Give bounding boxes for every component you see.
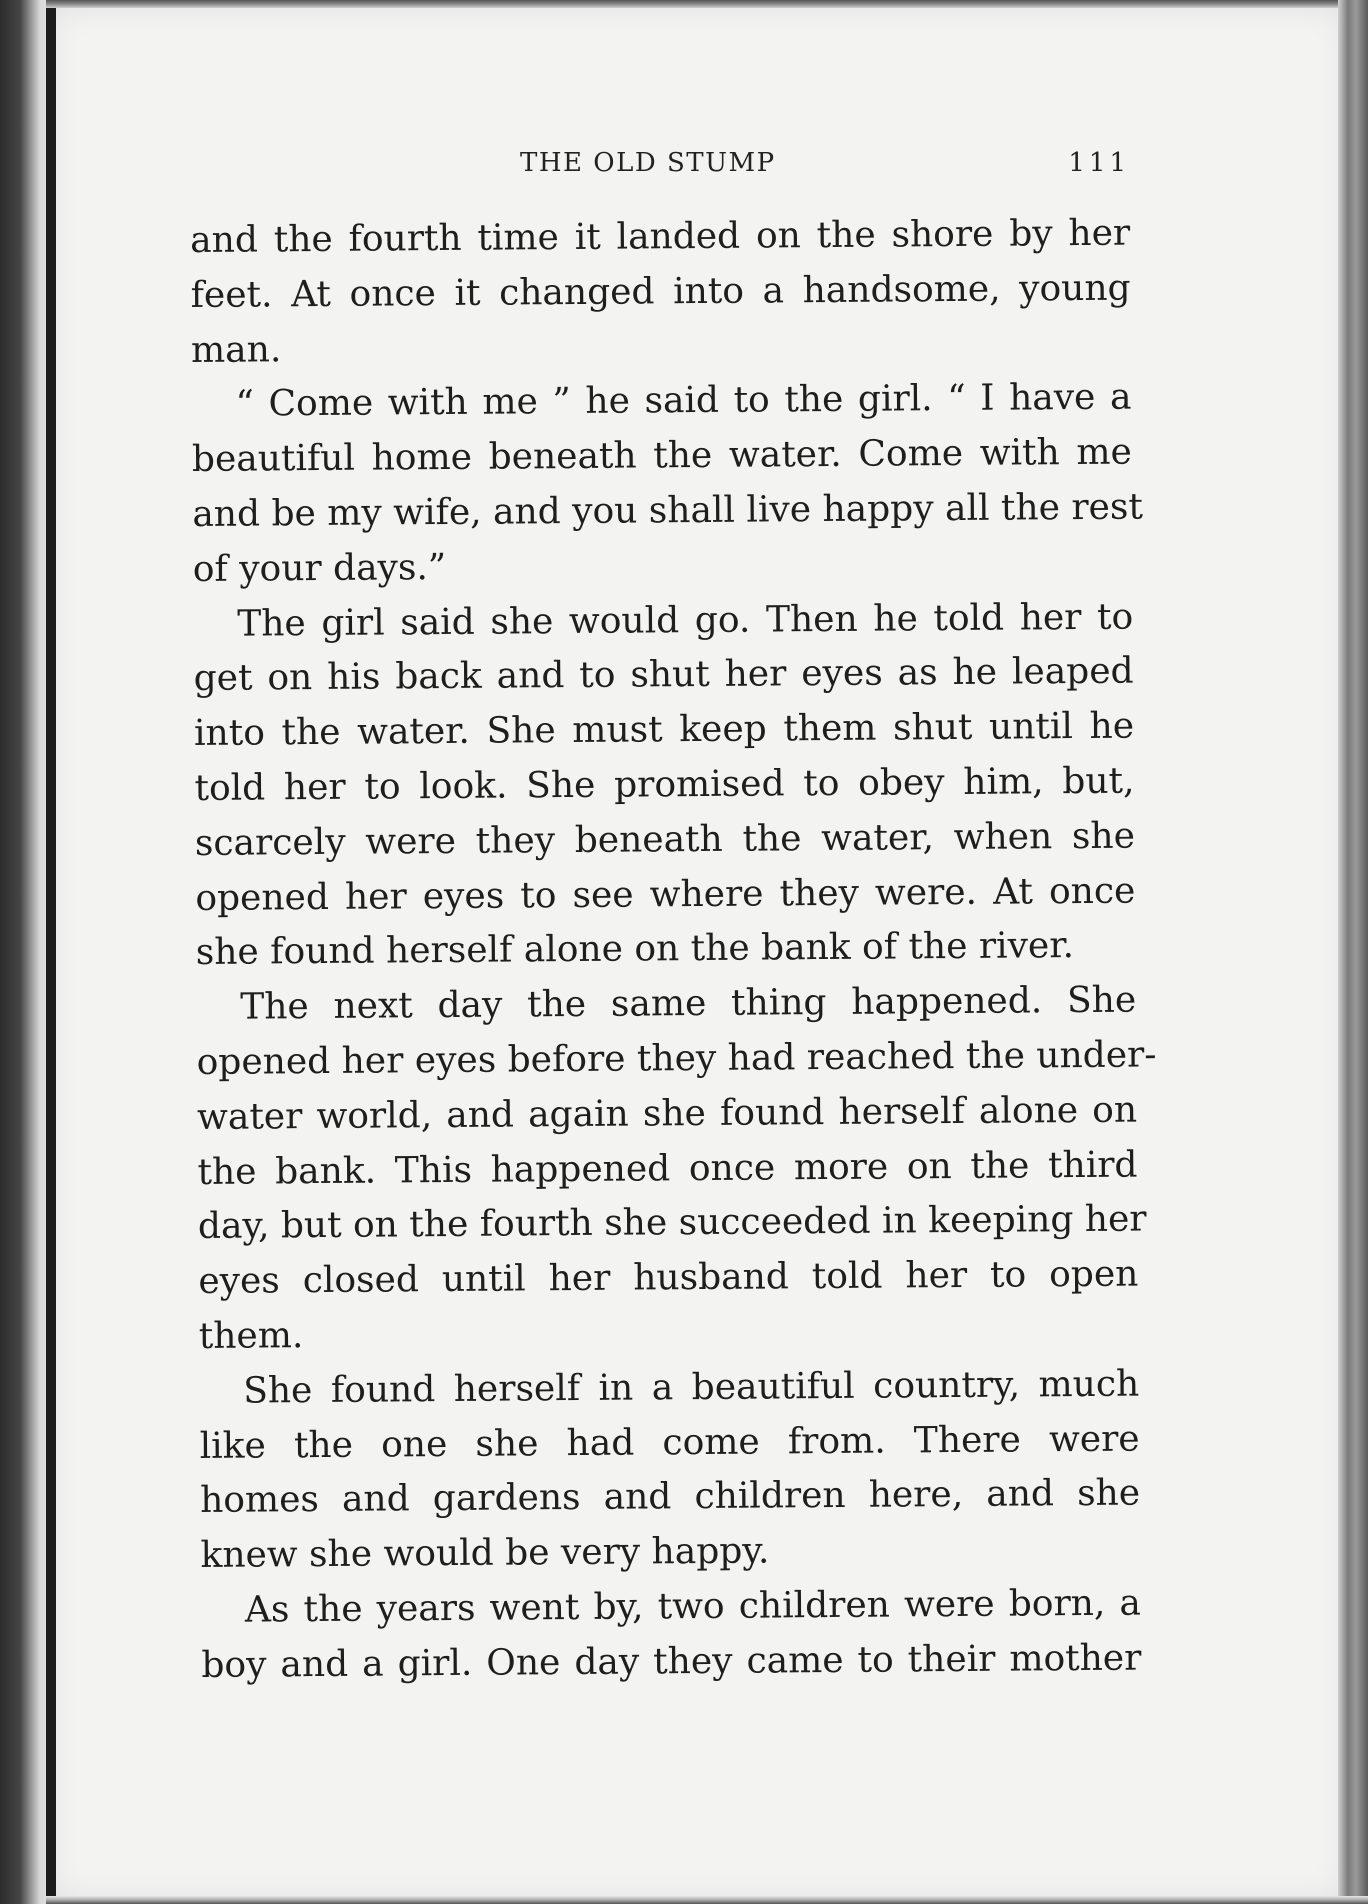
text-line: get on his back and to shut her eyes as he leaped	[193, 650, 1134, 700]
text-line: knew she would be very happy.	[200, 1530, 770, 1577]
text-line: into the water. She must keep them shut until he	[193, 705, 1135, 755]
text-line: boy and a girl. One day they came to their mother	[201, 1637, 1142, 1686]
text-line: opened her eyes to see where they were. At once	[195, 870, 1136, 919]
text-line: and the fourth time it landed on the shore by her	[190, 212, 1131, 261]
page-right-edge	[1338, 0, 1368, 1904]
text-line: like the one she had come from. There were	[199, 1418, 1140, 1467]
text-line: them.	[198, 1315, 304, 1357]
running-head	[190, 148, 1130, 188]
text-line: day, but on the fourth she succeeded in keeping her	[197, 1198, 1147, 1248]
text-line: As the years went by, two children were born, a	[244, 1582, 1142, 1631]
text-line: opened her eyes before they had reached the under-	[196, 1034, 1157, 1083]
text-line: scarcely were they beneath the water, when she	[194, 815, 1136, 864]
text-line: beautiful home beneath the water. Come with me	[191, 431, 1133, 481]
text-line: of your days.”	[192, 546, 447, 590]
text-line: eyes closed until her husband told her to open	[198, 1253, 1139, 1303]
text-line: told her to look. She promised to obey him, but,	[194, 760, 1135, 809]
text-line: The next day the same thing happened. She	[240, 979, 1137, 1028]
text-line: She found herself in a beautiful country, much	[243, 1363, 1140, 1412]
text-line: man.	[190, 328, 282, 371]
text-line: and be my wife, and you shall live happy all the rest	[192, 486, 1143, 535]
text-line: water world, and again she found herself alone on	[196, 1089, 1138, 1138]
page-bottom-edge	[46, 1896, 1368, 1904]
body-text	[190, 207, 1157, 1694]
text-line: homes and gardens and children here, and she	[199, 1472, 1141, 1522]
page-top-edge	[46, 0, 1368, 8]
running-title: THE OLD STUMP	[520, 148, 776, 178]
text-line: The girl said she would go. Then he told her to	[237, 596, 1134, 645]
text-line: the bank. This happened once more on the third	[197, 1144, 1138, 1193]
text-line: feet. At once it changed into a handsome, young	[190, 267, 1131, 316]
text-line: “ Come with me ” he said to the girl. “ I have a	[235, 377, 1132, 426]
text-line: she found herself alone on the bank of the river.	[195, 925, 1075, 974]
page-left-edge	[46, 0, 56, 1904]
page-number: 111	[1068, 148, 1130, 178]
